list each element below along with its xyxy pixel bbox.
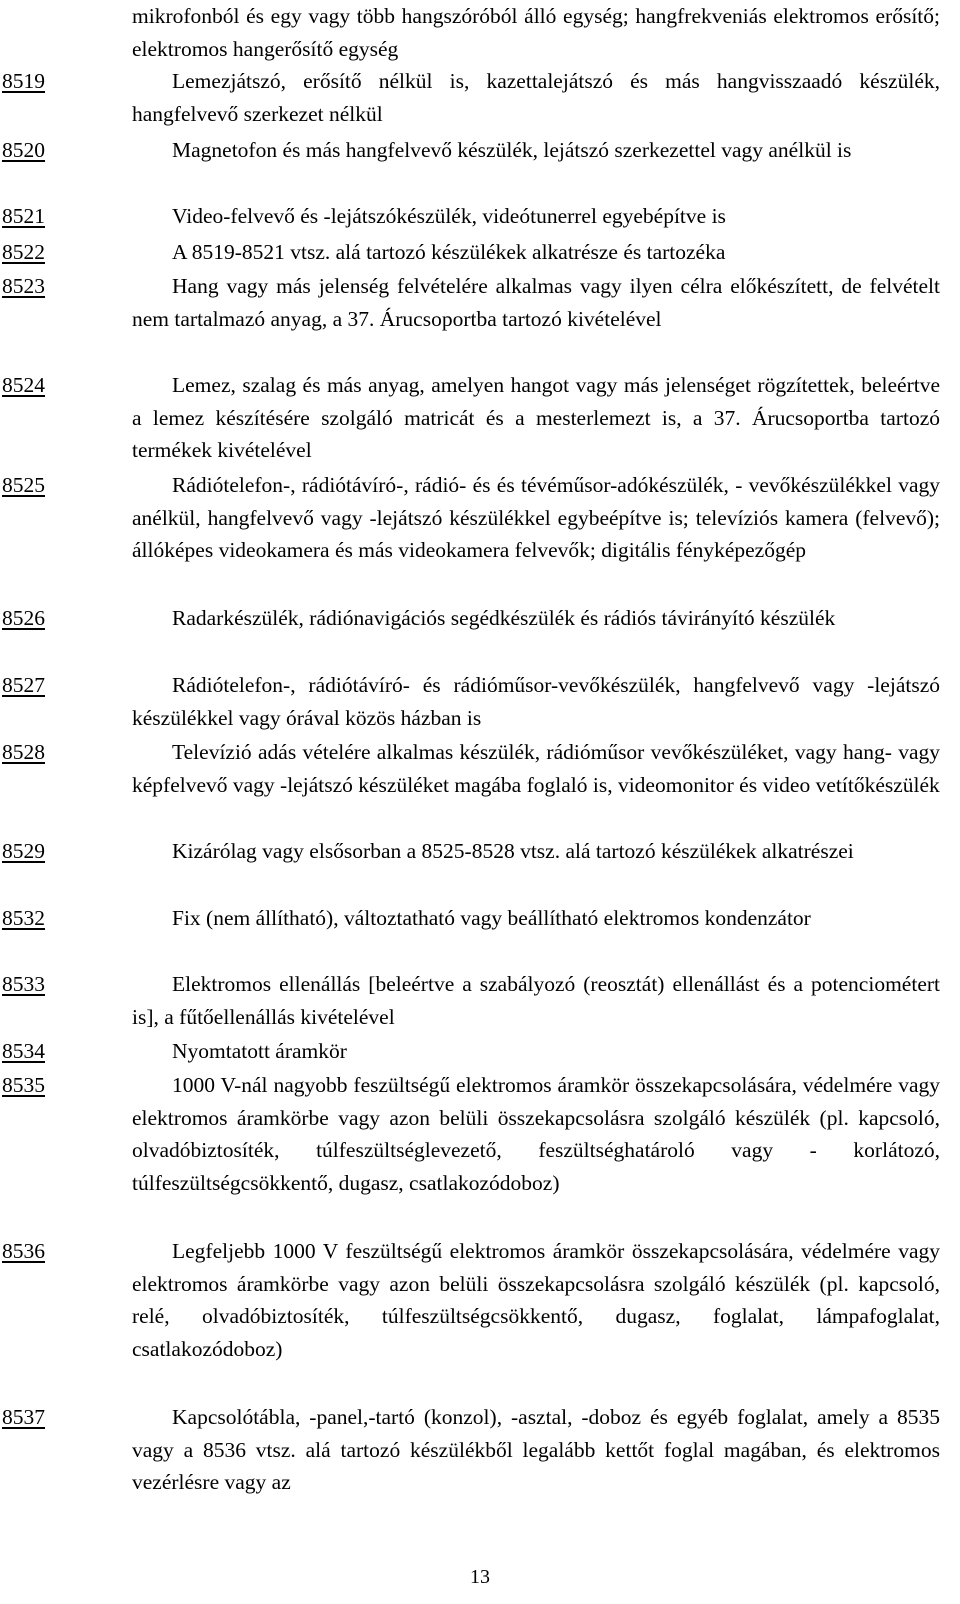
tariff-entry-8535 (0, 1069, 960, 1199)
tariff-description: Kizárólag vagy elsősorban a 8525-8528 vtsz. alá tartozó készülékek alkatrészei (172, 839, 854, 863)
tariff-description: Televízió adás vételére alkalmas készülék, rádióműsor vevőkészüléket, vagy hang- vagy képfelvevő vagy -lejátszó készüléket magába foglaló is, videomonitor és video vetítőkészülék (132, 740, 940, 797)
tariff-code: 8527 (2, 673, 45, 697)
tariff-description: Kapcsolótábla, -panel,-tartó (konzol), -asztal, -doboz és egyéb foglalat, amely a 8535 vagy a 8536 vtsz. alá tartozó készülékből legalább kettőt foglal magában, és elektromos vezérlésre vagy az (132, 1405, 940, 1494)
tariff-description: Nyomtatott áramkör (172, 1039, 347, 1063)
tariff-code: 8523 (2, 274, 45, 298)
tariff-entry-8523 (0, 270, 960, 335)
tariff-description: Radarkészülék, rádiónavigációs segédkészülék és rádiós távirányító készülék (172, 606, 836, 630)
tariff-description: Rádiótelefon-, rádiótávíró- és rádióműsor-vevőkészülék, hangfelvevő vagy -lejátszó készülékkel vagy órával közös házban is (132, 673, 940, 730)
continuation-paragraph (0, 0, 960, 65)
tariff-description: Legfeljebb 1000 V feszültségű elektromos áramkör összekapcsolására, védelmére vagy elektromos áramkörbe vagy azon belüli összekapcsolásra szolgáló készülék (pl. kapcsoló, relé, olvadóbiztosíték, túlfeszültségcsökkentő, dugasz, foglalat, lámpafoglalat, csatlakozódoboz) (132, 1239, 940, 1361)
tariff-entry-8520 (0, 134, 960, 167)
page-number: 13 (470, 1566, 490, 1588)
tariff-description: Magnetofon és más hangfelvevő készülék, lejátszó szerkezettel vagy anélkül is (172, 138, 852, 162)
tariff-code: 8535 (2, 1073, 45, 1097)
tariff-code: 8532 (2, 906, 45, 930)
tariff-entry-8529 (0, 835, 960, 868)
tariff-code: 8522 (2, 240, 45, 264)
tariff-code: 8534 (2, 1039, 45, 1063)
tariff-description: A 8519-8521 vtsz. alá tartozó készülékek alkatrésze és tartozéka (172, 240, 726, 264)
tariff-entry-8519 (0, 65, 960, 130)
tariff-code: 8525 (2, 473, 45, 497)
tariff-entry-8536 (0, 1235, 960, 1365)
tariff-entry-8527 (0, 669, 960, 734)
tariff-entry-8528 (0, 736, 960, 801)
continuation-text: mikrofonból és egy vagy több hangszóróból álló egység; hangfrekveniás elektromos erősítő; elektromos hangerősítő egység (132, 4, 940, 61)
tariff-code: 8536 (2, 1239, 45, 1263)
tariff-description: Lemezjátszó, erősítő nélkül is, kazettalejátszó és más hangvisszaadó készülék, hangfelvevő szerkezet nélkül (132, 69, 940, 126)
tariff-description: 1000 V-nál nagyobb feszültségű elektromos áramkör összekapcsolására, védelmére vagy elektromos áramkörbe vagy azon belüli összekapcsolásra szolgáló készülék (pl. kapcsoló, olvadóbiztosíték, túlfeszültséglevezető, feszültséghatároló vagy - korlátozó, túlfeszültségcsökkentő, dugasz, csatlakozódoboz) (132, 1073, 940, 1195)
tariff-description: Video-felvevő és -lejátszókészülék, videótunerrel egyebépítve is (172, 204, 726, 228)
tariff-entry-8525 (0, 469, 960, 567)
tariff-entry-8521 (0, 200, 960, 233)
tariff-entry-8524 (0, 369, 960, 467)
tariff-entry-8526 (0, 602, 960, 635)
tariff-description: Hang vagy más jelenség felvételére alkalmas vagy ilyen célra előkészített, de felvételt nem tartalmazó anyag, a 37. Árucsoportba tartozó kivételével (132, 274, 940, 331)
tariff-code: 8521 (2, 204, 45, 228)
tariff-code: 8519 (2, 69, 45, 93)
tariff-description: Lemez, szalag és más anyag, amelyen hangot vagy más jelenséget rögzítettek, beleértve a lemez készítésére szolgáló matricát és a mesterlemezt is, a 37. Árucsoportba tartozó termékek kivételével (132, 373, 940, 462)
tariff-code: 8529 (2, 839, 45, 863)
tariff-description: Rádiótelefon-, rádiótávíró-, rádió- és és tévéműsor-adókészülék, - vevőkészülékkel vagy anélkül, hangfelvevő vagy -lejátszó készülékkel egybeépítve is; televíziós kamera (felvevő); állóképes videokamera és más videokamera felvevők; digitális fényképezőgép (132, 473, 940, 562)
tariff-description: Elektromos ellenállás [beleértve a szabályozó (reosztát) ellenállást és a potenciométert is], a fűtőellenállás kivételével (132, 972, 940, 1029)
tariff-description: Fix (nem állítható), változtatható vagy beállítható elektromos kondenzátor (172, 906, 811, 930)
tariff-entry-8533 (0, 968, 960, 1033)
tariff-entry-8522 (0, 236, 960, 269)
tariff-code: 8524 (2, 373, 45, 397)
tariff-entry-8532 (0, 902, 960, 935)
tariff-entry-8534 (0, 1035, 960, 1068)
tariff-code: 8526 (2, 606, 45, 630)
tariff-entry-8537 (0, 1401, 960, 1499)
tariff-code: 8537 (2, 1405, 45, 1429)
tariff-code: 8528 (2, 740, 45, 764)
tariff-code: 8520 (2, 138, 45, 162)
tariff-code: 8533 (2, 972, 45, 996)
